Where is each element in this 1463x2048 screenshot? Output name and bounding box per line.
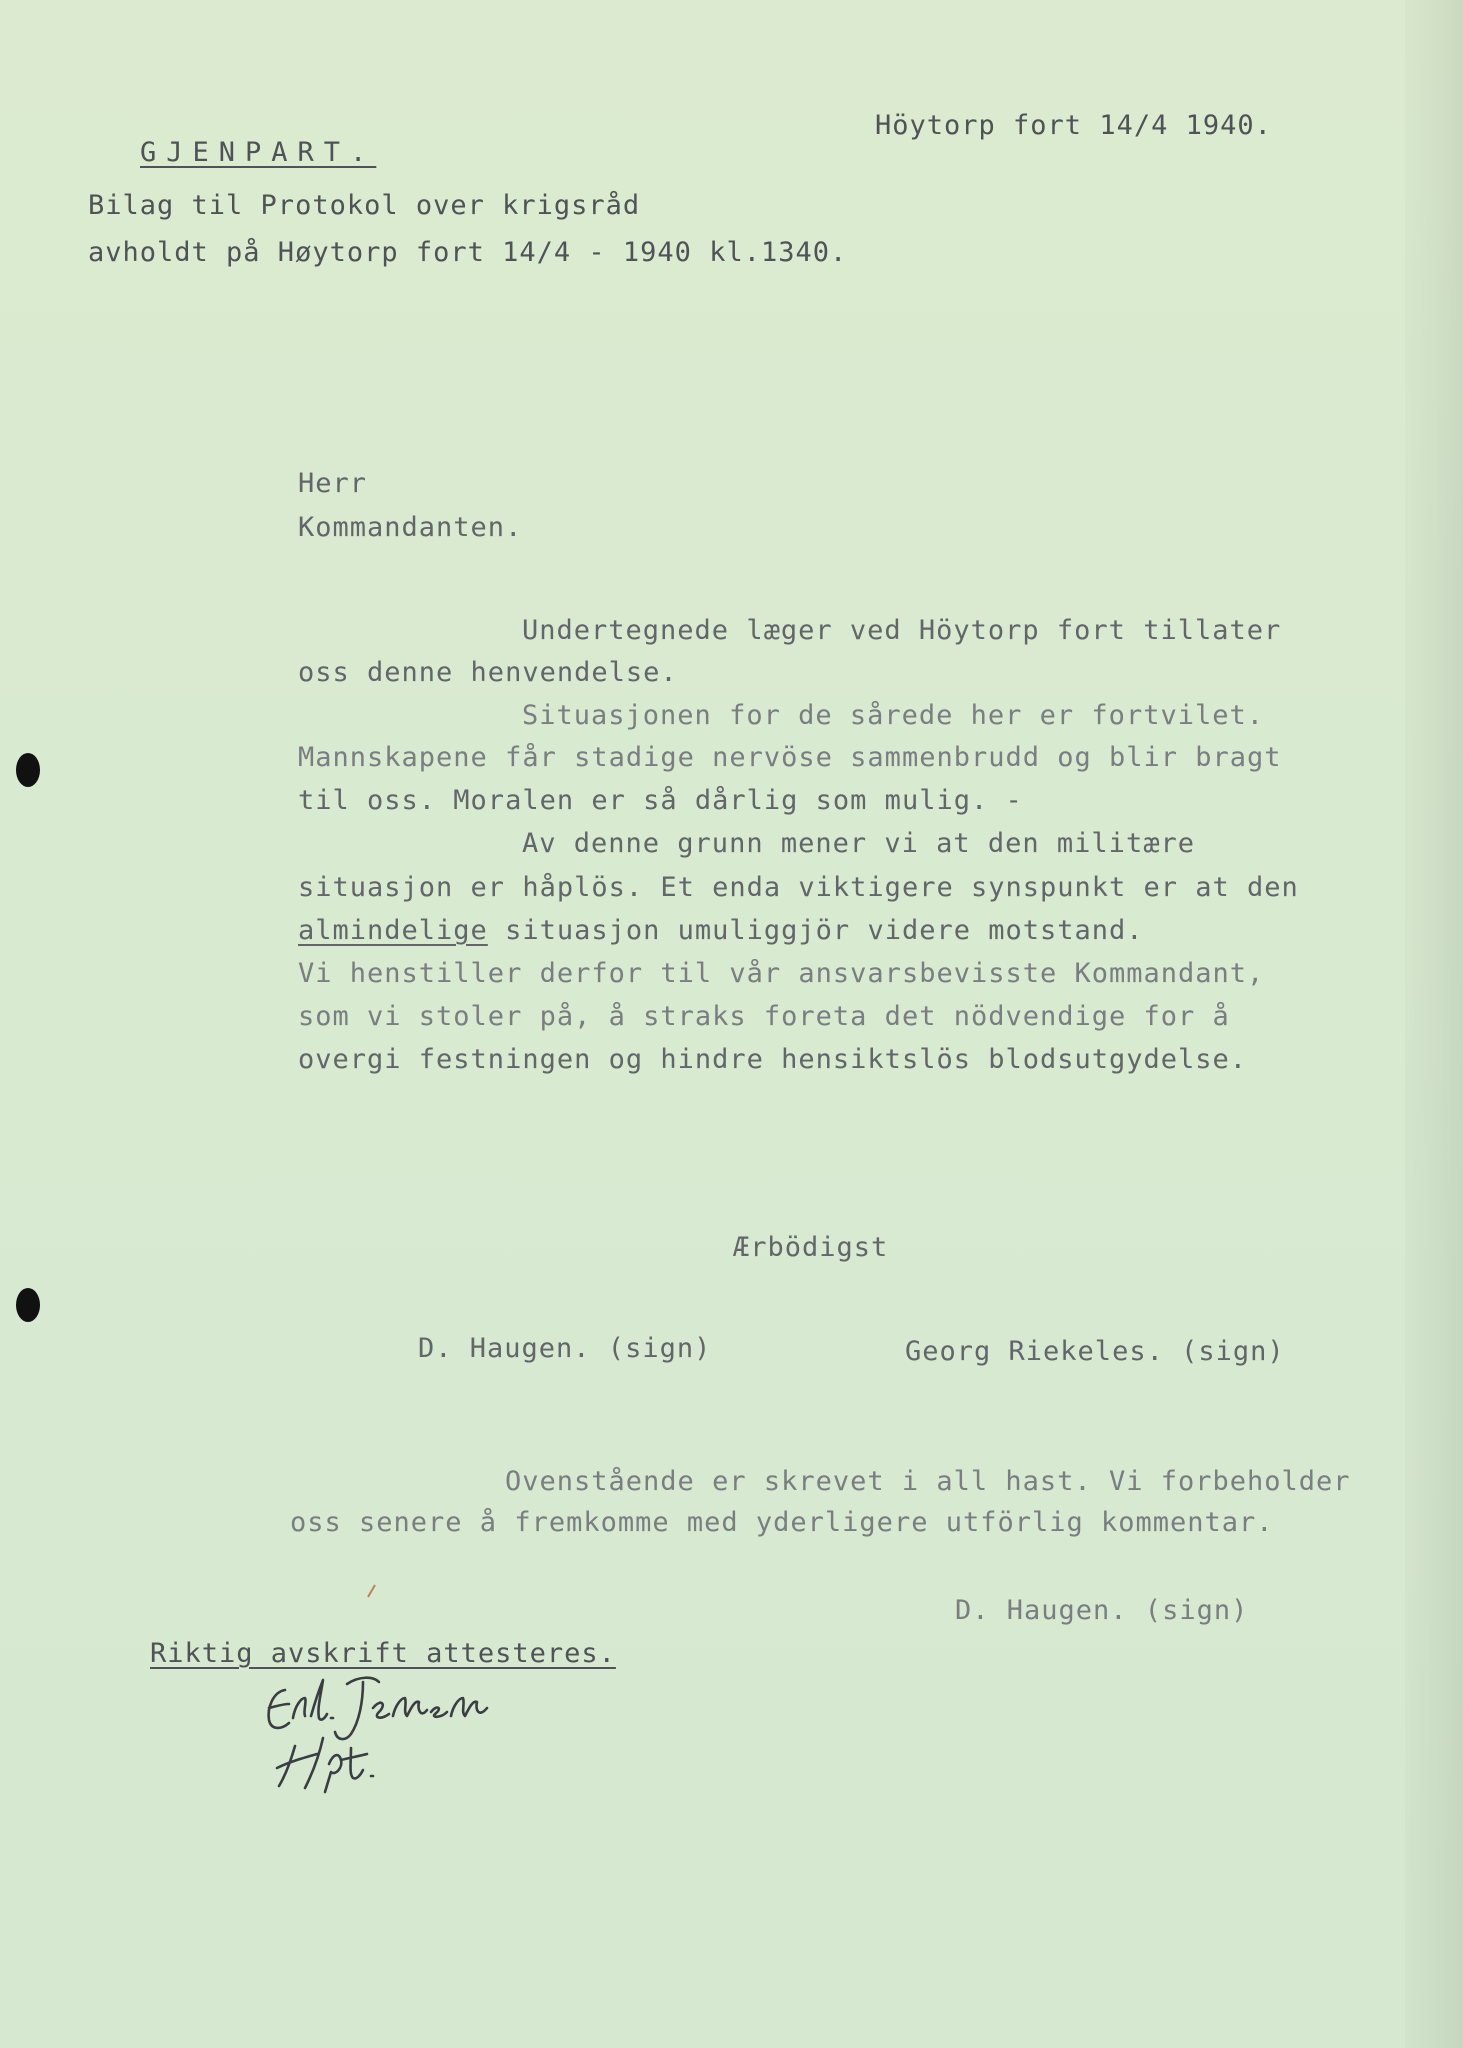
address-line-1: Herr (298, 468, 368, 499)
postscript-signer: D. Haugen. (sign) (955, 1595, 1249, 1626)
place-date: Höytorp fort 14/4 1940. (875, 110, 1272, 141)
body-line: Av denne grunn mener vi at den militære (522, 828, 1195, 859)
body-line: Undertegnede læger ved Höytorp fort tillater (522, 615, 1282, 646)
body-line: som vi stoler på, å straks foreta det nödvendige for å (298, 1001, 1230, 1032)
body-line: Situasjonen for de sårede her er fortvilet. (522, 700, 1264, 731)
signer-1: D. Haugen. (sign) (418, 1333, 712, 1364)
attachment-line-1: Bilag til Protokol over krigsråd (88, 190, 641, 221)
body-line: til oss. Moralen er så dårlig som mulig. - (298, 785, 1023, 816)
address-line-2: Kommandanten. (298, 512, 523, 543)
handwritten-signature (255, 1668, 505, 1798)
body-line-rest: situasjon umuliggjör videre motstand. (505, 915, 1144, 946)
attestation-text: Riktig avskrift attesteres. (150, 1638, 616, 1669)
paper-edge (1405, 0, 1463, 2048)
body-line: Mannskapene får stadige nervöse sammenbrudd og blir bragt (298, 742, 1282, 773)
body-line: overgi festningen og hindre hensiktslös blodsutgydelse. (298, 1044, 1248, 1075)
copy-label: GJENPART. (140, 137, 377, 168)
stray-pencil-mark (365, 1582, 379, 1600)
attachment-line-2: avholdt på Høytorp fort 14/4 - 1940 kl.1340. (88, 237, 848, 268)
postscript-line-2: oss senere å fremkomme med yderligere utförlig kommentar. (290, 1507, 1274, 1538)
underlined-word: almindelige (298, 915, 488, 946)
signer-2: Georg Riekeles. (sign) (905, 1336, 1285, 1367)
body-line: situasjon er håplös. Et enda viktigere synspunkt er at den (298, 872, 1299, 903)
punch-hole-upper (16, 753, 40, 787)
punch-hole-lower (16, 1288, 40, 1322)
postscript-line-1: Ovenstående er skrevet i all hast. Vi forbeholder (505, 1466, 1351, 1497)
closing-salutation: Ærbödigst (733, 1232, 889, 1263)
body-line-with-underline (298, 915, 1144, 947)
body-line: Vi henstiller derfor til vår ansvarsbevisste Kommandant, (298, 958, 1265, 989)
body-line: oss denne henvendelse. (298, 657, 678, 688)
